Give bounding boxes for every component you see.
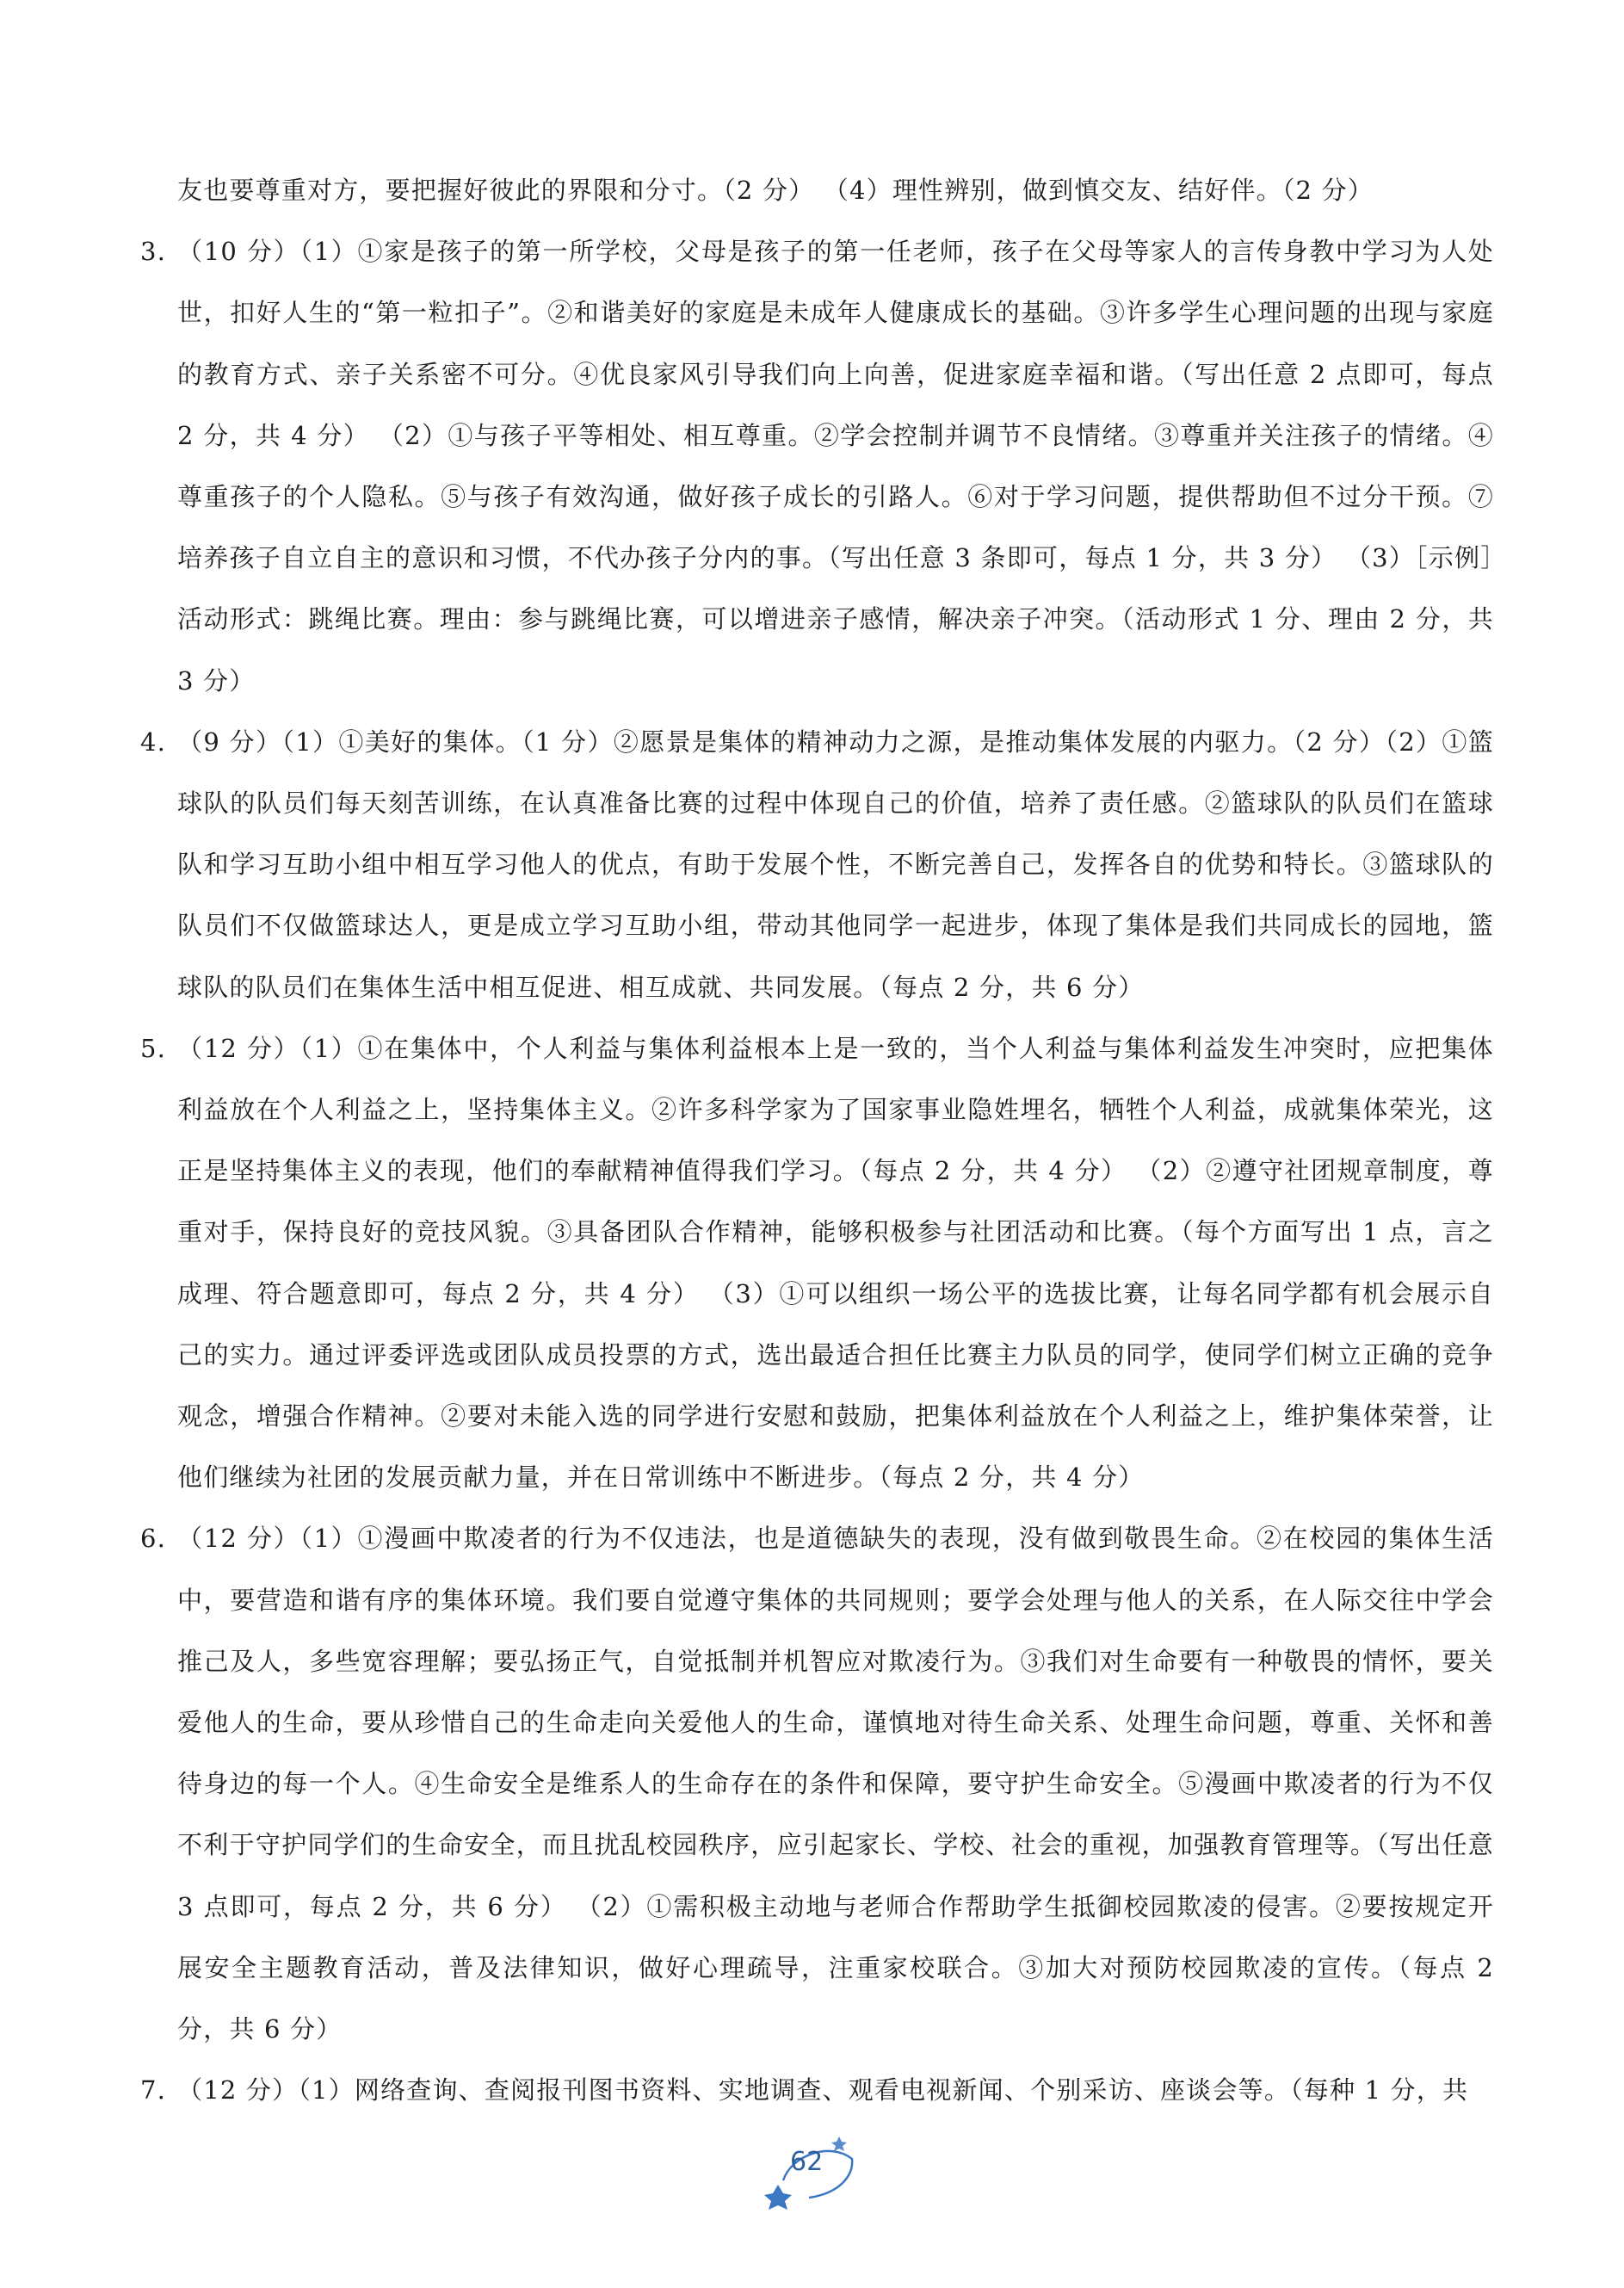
item-text: （12 分）（1）网络查询、查阅报刊图书资料、实地调查、观看电视新闻、个别采访、座谈会等。（每种 1 分，共	[177, 2075, 1469, 2106]
item-number: 6.	[140, 1524, 167, 1554]
item-text: （9 分）（1）①美好的集体。（1 分）②愿景是集体的精神动力之源，是推动集体发展的内驱力。（2 分）（2）①篮球队的队员们每天刻苦训练，在认真准备比赛的过程中体现自己的价值，培养了责任感。②篮球队的队员们在篮球队和学习互助小组中相互学习他人的优点，有助于发展个性，不断完善自己，发挥各自的优势和特长。③篮球队的队员们不仅做篮球达人，更是成立学习互助小组，带动其他同学一起进步，体现了集体是我们共同成长的园地，篮球队的队员们在集体生活中相互促进、相互成就、共同发展。（每点 2 分，共 6 分）	[177, 727, 1494, 1002]
item-number: 4.	[140, 727, 167, 757]
answer-item-6	[140, 1508, 1494, 2060]
answer-item-5	[140, 1018, 1494, 1509]
page-number: 62	[790, 2147, 824, 2177]
page-footer	[757, 2133, 869, 2211]
answer-content	[140, 160, 1494, 2122]
answer-item-4	[140, 712, 1494, 1018]
continued-answer-line: 友也要尊重对方，要把握好彼此的界限和分寸。（2 分） （4）理性辨别，做到慎交友、结好伴。（2 分）	[177, 176, 1374, 205]
item-number: 7.	[140, 2075, 167, 2106]
item-text: （12 分）（1）①漫画中欺凌者的行为不仅违法，也是道德缺失的表现，没有做到敬畏生命。②在校园的集体生活中，要营造和谐有序的集体环境。我们要自觉遵守集体的共同规则；要学会处理与他人的关系，在人际交往中学会推己及人，多些宽容理解；要弘扬正气，自觉抵制并机智应对欺凌行为。③我们对生命要有一种敬畏的情怀，要关爱他人的生命，要从珍惜自己的生命走向关爱他人的生命，谨慎地对待生命关系、处理生命问题，尊重、关怀和善待身边的每一个人。④生命安全是维系人的生命存在的条件和保障，要守护生命安全。⑤漫画中欺凌者的行为不仅不利于守护同学们的生命安全，而且扰乱校园秩序，应引起家长、学校、社会的重视，加强教育管理等。（写出任意 3 点即可，每点 2 分，共 6 分） （2）①需积极主动地与老师合作帮助学生抵御校园欺凌的侵害。②要按规定开展安全主题教育活动，普及法律知识，做好心理疏导，注重家校联合。③加大对预防校园欺凌的宣传。（每点 2 分，共 6 分）	[177, 1524, 1494, 2044]
answer-item-3	[140, 221, 1494, 712]
item-text: （12 分）（1）①在集体中，个人利益与集体利益根本上是一致的，当个人利益与集体利益发生冲突时，应把集体利益放在个人利益之上，坚持集体主义。②许多科学家为了国家事业隐姓埋名，牺牲个人利益，成就集体荣光，这正是坚持集体主义的表现，他们的奉献精神值得我们学习。（每点 2 分，共 4 分） （2）②遵守社团规章制度，尊重对手，保持良好的竞技风貌。③具备团队合作精神，能够积极参与社团活动和比赛。（每个方面写出 1 点，言之成理、符合题意即可，每点 2 分，共 4 分） （3）①可以组织一场公平的选拔比赛，让每名同学都有机会展示自己的实力。通过评委评选或团队成员投票的方式，选出最适合担任比赛主力队员的同学，使同学们树立正确的竞争观念，增强合作精神。②要对未能入选的同学进行安慰和鼓励，把集体利益放在个人利益之上，维护集体荣誉，让他们继续为社团的发展贡献力量，并在日常训练中不断进步。（每点 2 分，共 4 分）	[177, 1033, 1494, 1493]
item-number: 3.	[140, 237, 167, 267]
answer-item-7	[140, 2060, 1494, 2121]
item-text: （10 分）（1）①家是孩子的第一所学校，父母是孩子的第一任老师，孩子在父母等家人的言传身教中学习为人处世，扣好人生的“第一粒扣子”。②和谐美好的家庭是未成年人健康成长的基础。③许多学生心理问题的出现与家庭的教育方式、亲子关系密不可分。④优良家风引导我们向上向善，促进家庭幸福和谐。（写出任意 2 点即可，每点 2 分，共 4 分） （2）①与孩子平等相处、相互尊重。②学会控制并调节不良情绪。③尊重并关注孩子的情绪。④尊重孩子的个人隐私。⑤与孩子有效沟通，做好孩子成长的引路人。⑥对于学习问题，提供帮助但不过分干预。⑦培养孩子自立自主的意识和习惯，不代办孩子分内的事。（写出任意 3 条即可，每点 1 分，共 3 分） （3）［示例］活动形式：跳绳比赛。理由：参与跳绳比赛，可以增进亲子感情，解决亲子冲突。（活动形式 1 分、理由 2 分，共 3 分）	[177, 237, 1494, 696]
item-number: 5.	[140, 1033, 167, 1063]
